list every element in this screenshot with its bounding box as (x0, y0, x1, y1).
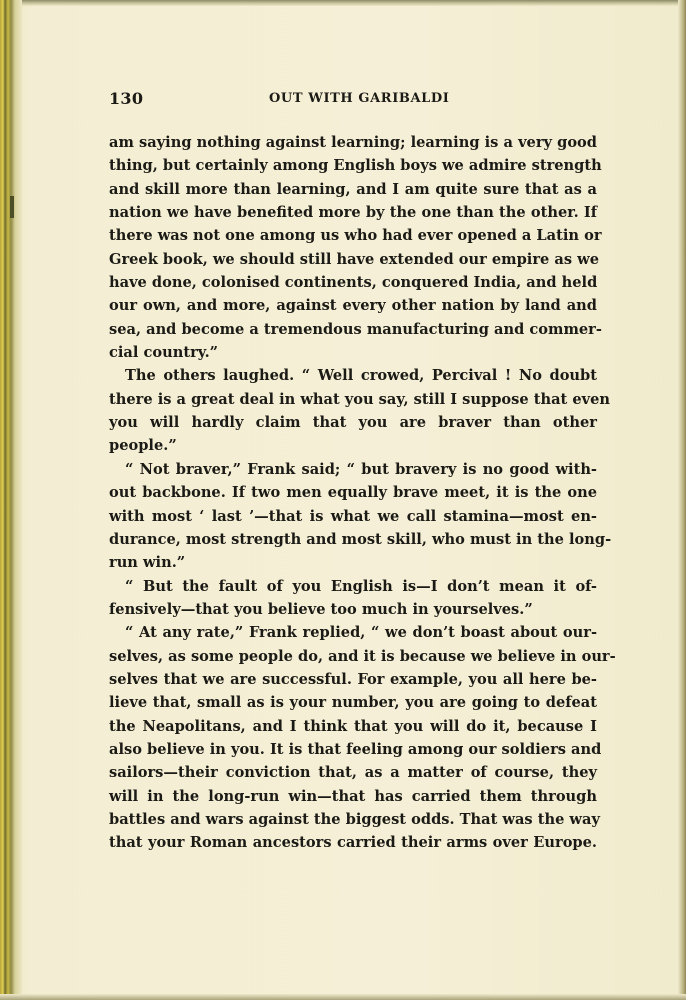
page-header (109, 89, 597, 113)
text-line: sea, and become a tremendous manufacturing and commer- (109, 320, 602, 338)
text-line: there was not one among us who had ever opened a Latin or (109, 227, 602, 245)
page-top-edge (0, 0, 686, 6)
page-right-edge (678, 0, 686, 1000)
book-binding-edge (0, 0, 22, 1000)
text-line: our own, and more, against every other nation by land and (109, 297, 597, 315)
text-line: will in the long-run win—that has carried them through (109, 787, 597, 805)
text-line: lieve that, small as is your number, you are going to defeat (109, 694, 597, 712)
text-line: and skill more than learning, and I am quite sure that as a (109, 180, 597, 198)
page-bottom-edge (0, 994, 686, 1000)
text-line: fensively—that you believe too much in yourselves.” (109, 600, 533, 618)
binding-mark (10, 196, 14, 218)
text-line: that your Roman ancestors carried their arms over Europe. (109, 834, 597, 852)
text-line: thing, but certainly among English boys we admire strength (109, 157, 602, 175)
text-line: cial country.” (109, 344, 219, 362)
text-line: run win.” (109, 554, 186, 572)
text-line: sailors—their conviction that, as a matter of course, they (109, 764, 597, 782)
text-line: am saying nothing against learning; learning is a very good (109, 134, 597, 151)
text-line: have done, colonised continents, conquered India, and held (109, 274, 598, 292)
page-number: 130 (109, 89, 144, 108)
text-line: “ But the fault of you English is—I don’t mean it of- (125, 577, 597, 595)
text-line: battles and wars against the biggest odds. That was the way (109, 810, 600, 828)
text-line: you will hardly claim that you are braver than other (109, 414, 597, 432)
text-line: The others laughed. “ Well crowed, Percival ! No doubt (125, 367, 597, 385)
text-line: selves, as some people do, and it is because we believe in our- (109, 647, 616, 665)
text-line: “ Not braver,” Frank said; “ but bravery is no good with- (125, 460, 597, 478)
running-head: OUT WITH GARIBALDI (269, 91, 450, 106)
body-text (109, 131, 616, 855)
text-line: nation we have benefited more by the one than the other. If (109, 204, 597, 222)
text-line: “ At any rate,” Frank replied, “ we don’t boast about our- (125, 624, 597, 642)
text-line: selves that we are successful. For example, you all here be- (109, 670, 597, 688)
text-line: durance, most strength and most skill, who must in the long- (109, 530, 612, 548)
text-line: people.” (109, 437, 177, 455)
text-line: Greek book, we should still have extended our empire as we (109, 250, 600, 268)
text-line: with most ‘ last ’—that is what we call stamina—most en- (109, 507, 597, 525)
text-line: also believe in you. It is that feeling among our soldiers and (109, 740, 602, 758)
text-line: the Neapolitans, and I think that you will do it, because I (109, 717, 597, 735)
text-line: out backbone. If two men equally brave meet, it is the one (109, 484, 597, 502)
text-line: there is a great deal in what you say, still I suppose that even (109, 390, 611, 408)
